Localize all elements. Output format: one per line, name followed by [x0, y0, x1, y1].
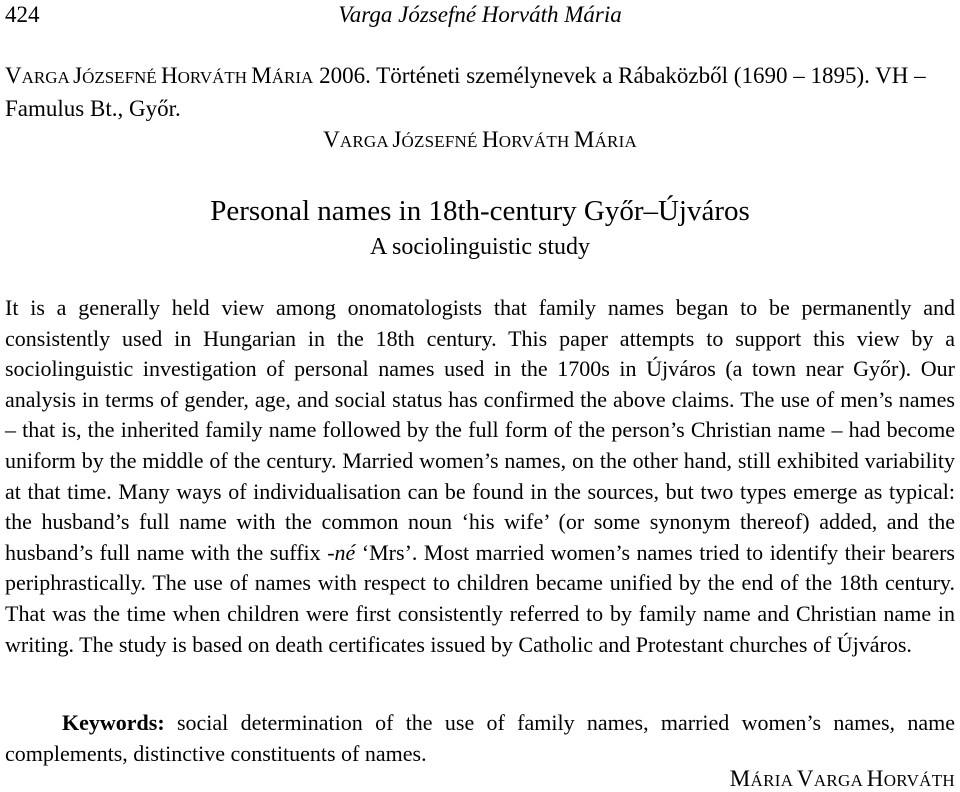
bibliographic-reference	[5, 60, 930, 124]
abstract-text-1: It is a generally held view among onomatologists that family names began to be permanently and consistently used in Hungarian in the 18th century. This paper attempts to support this view by a sociolinguistic investigation of personal names used in the 1700s in Újváros (a town near Győr). Our analysis in terms of gender, age, and social status has confirmed the above claims. The use of men’s names – that is, the inherited family name followed by the full form of the person’s Christian name – had become uniform by the middle of the century. Married women’s names, on the other hand, still exhibited variability at that time. Many ways of individualisation can be found in the sources, but two types emerge as typical: the husband’s full name with the common noun ‘his wife’ (or some synonym thereof) added, and the husband’s full name with the suffix	[5, 295, 955, 565]
reference-text: 2006. Történeti személynevek a Rábaközből (1690 – 1895). VH – Famulus Bt., Győr.	[5, 63, 926, 121]
abstract-paragraph	[5, 293, 955, 660]
abstract-suffix-italic: -né	[327, 539, 356, 565]
article-author: VARGA JÓZSEFNÉ HORVÁTH MÁRIA	[323, 127, 637, 152]
keywords	[5, 708, 955, 769]
article-title: Personal names in 18th-century Győr–Újváros	[210, 195, 750, 227]
running-head: Varga Józsefné Horváth Mária	[338, 2, 622, 27]
page-number: 424	[5, 2, 40, 27]
author-signature: MÁRIA VARGA HORVÁTH	[729, 766, 955, 791]
abstract-text-2: ‘Mrs’. Most married women’s names tried to identify their bearers periphrastically. The use of names with respect to children became unified by the end of the 18th century. That was the time when children were first consistently referred to by family name and Christian name in writing. The study is based on death certificates issued by Catholic and Protestant churches of Újváros.	[5, 539, 955, 657]
keywords-label: Keywords:	[62, 710, 165, 735]
keywords-text: social determination of the use of family names, married women’s names, name complements, distinctive constituents of names.	[5, 710, 955, 766]
reference-author: VARGA JÓZSEFNÉ HORVÁTH MÁRIA	[5, 63, 314, 88]
page-header	[5, 2, 955, 32]
article-subtitle: A sociolinguistic study	[369, 234, 590, 260]
abstract	[5, 293, 955, 660]
